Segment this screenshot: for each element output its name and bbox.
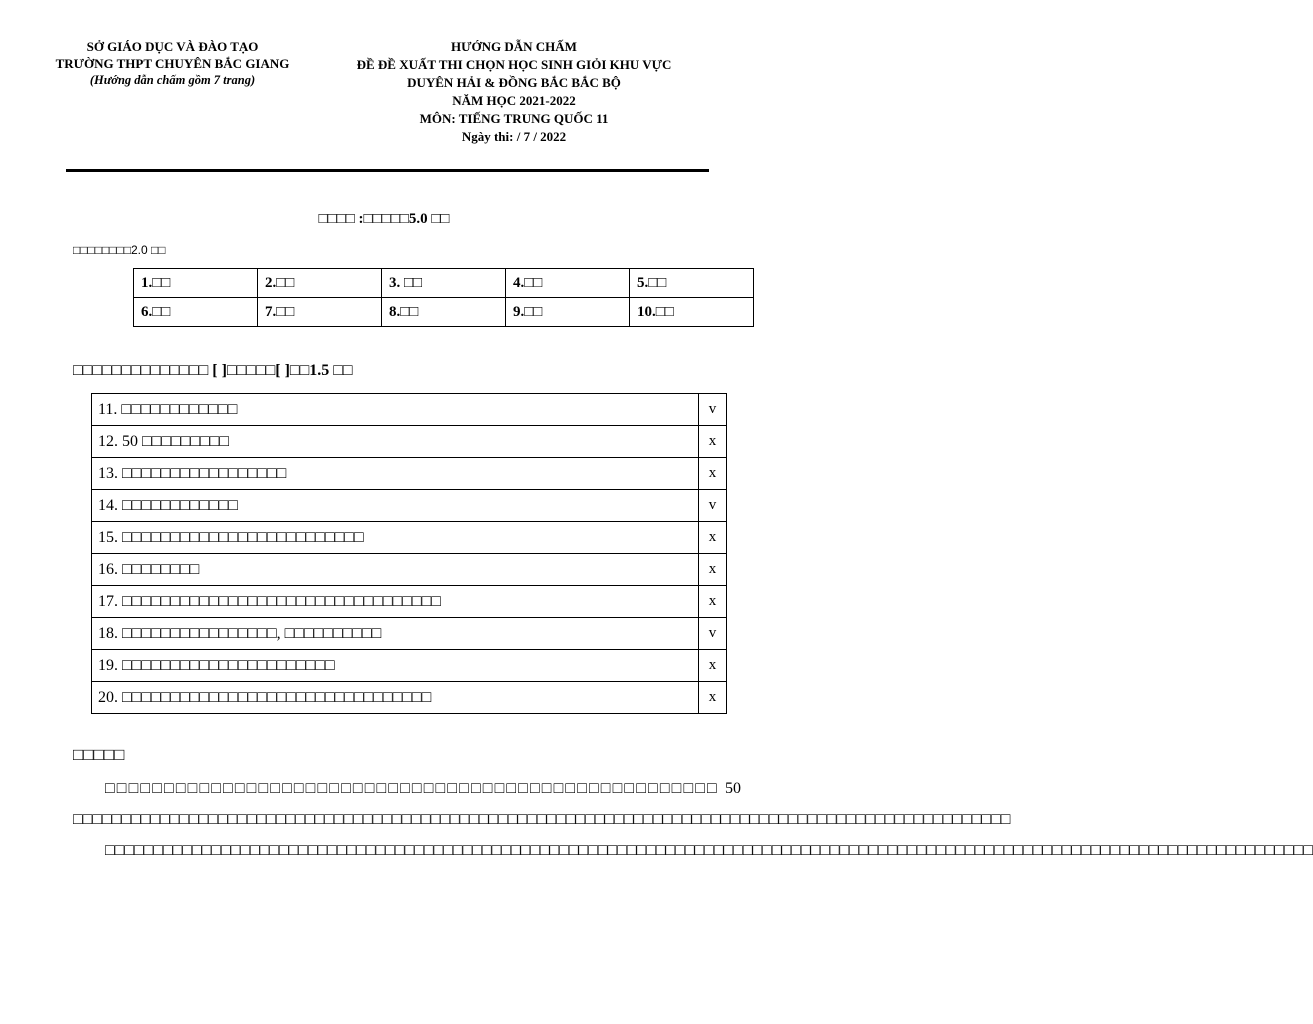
- mark-cell: v: [699, 490, 727, 522]
- table-row: [92, 394, 727, 426]
- table-row: [92, 426, 727, 458]
- answer-cell: 2.□□: [258, 269, 382, 298]
- answer-cell: 4.□□: [506, 269, 630, 298]
- part1-label: □□□□□□□□2.0 □□: [73, 243, 166, 257]
- answer-cell: 9.□□: [506, 298, 630, 327]
- header-left: [40, 38, 305, 89]
- table-row: [92, 490, 727, 522]
- answer-cell: 8.□□: [382, 298, 506, 327]
- table-row: [92, 650, 727, 682]
- mark-cell: x: [699, 458, 727, 490]
- statement-cell: 12. 50 □□□□□□□□□: [92, 426, 699, 458]
- exam-date: Ngày thi: / 7 / 2022: [461, 129, 567, 144]
- statement-cell: 19. □□□□□□□□□□□□□□□□□□□□□□: [92, 650, 699, 682]
- mark-cell: x: [699, 522, 727, 554]
- answer-cell: 5.□□: [630, 269, 754, 298]
- statement-cell: 20. □□□□□□□□□□□□□□□□□□□□□□□□□□□□□□□□: [92, 682, 699, 714]
- answer-cell: 7.□□: [258, 298, 382, 327]
- table-row: [92, 458, 727, 490]
- page-count-note: (Hướng dẫn chấm gồm 7 trang): [89, 73, 256, 87]
- table-row: [92, 586, 727, 618]
- header-right: [320, 38, 708, 146]
- statement-cell: 16. □□□□□□□□: [92, 554, 699, 586]
- exam-title: ĐỀ ĐỀ XUẤT THI CHỌN HỌC SINH GIỎI KHU VỰC: [356, 57, 672, 72]
- subject: MÔN: TIẾNG TRUNG QUỐC 11: [419, 111, 609, 126]
- answer-cell: 1.□□: [134, 269, 258, 298]
- statement-cell: 18. □□□□□□□□□□□□□□□□, □□□□□□□□□□: [92, 618, 699, 650]
- mark-cell: x: [699, 426, 727, 458]
- mark-cell: v: [699, 394, 727, 426]
- table-row: [92, 618, 727, 650]
- statement-cell: 11. □□□□□□□□□□□□: [92, 394, 699, 426]
- school-year: NĂM HỌC 2021-2022: [452, 93, 576, 108]
- table-row: [134, 298, 754, 327]
- table-row: [92, 554, 727, 586]
- table-row: [134, 269, 754, 298]
- table-row: [92, 682, 727, 714]
- answer-cell: 6.□□: [134, 298, 258, 327]
- statement-cell: 13. □□□□□□□□□□□□□□□□□: [92, 458, 699, 490]
- statement-cell: 14. □□□□□□□□□□□□: [92, 490, 699, 522]
- school-name: TRƯỜNG THPT CHUYÊN BẮC GIANG: [55, 56, 290, 71]
- statement-cell: 15. □□□□□□□□□□□□□□□□□□□□□□□□□: [92, 522, 699, 554]
- department-name: SỞ GIÁO DỤC VÀ ĐÀO TẠO: [86, 39, 259, 54]
- header-divider: [66, 169, 709, 172]
- answer-cell: 3. □□: [382, 269, 506, 298]
- reading-title: □□□□□: [73, 745, 125, 764]
- true-false-table: [91, 393, 727, 714]
- reading-paragraph: □□□□□□□□□□□□□□□□□□□□□□□□□□□□□□□□□□□□□□□□□□□□□□□□□□□□ 50 □□□□□□□□□□□□□□□□□□□□□□□□□□□□□□□□□□□□□□□□□□□□□□□□□□□□□□□□□□□□□□□□□□□□□□□□□□□□□□□□□□□□□□□□□□□□□□□□□: [73, 780, 1011, 828]
- mark-cell: x: [699, 682, 727, 714]
- answer-key-table: [133, 268, 754, 327]
- mark-cell: x: [699, 650, 727, 682]
- mark-cell: x: [699, 554, 727, 586]
- mark-cell: x: [699, 586, 727, 618]
- statement-cell: 17. □□□□□□□□□□□□□□□□□□□□□□□□□□□□□□□□□: [92, 586, 699, 618]
- doc-title: HƯỚNG DẪN CHẤM: [451, 39, 577, 54]
- mark-cell: v: [699, 618, 727, 650]
- region-title: DUYÊN HẢI & ĐỒNG BẮC BẮC BỘ: [407, 75, 621, 90]
- answer-cell: 10.□□: [630, 298, 754, 327]
- reading-paragraph: □□□□□□□□□□□□□□□□□□□□□□□□□□□□□□□□□□□□□□□□□□□□□□□□□□□□□□□□□□□□□□□□□□□□□□□□□□□□□□□□□□□□□□□□□□□□□□□□□□□□□□□□□□□□□□□□□□□□□□□□□□□□□: [105, 842, 1313, 859]
- reading-passage: [73, 773, 1313, 866]
- part2-label: □□□□□□□□□□□□□□ [ ]□□□□□[ ]□□1.5 □□: [73, 362, 353, 379]
- table-row: [92, 522, 727, 554]
- section-title: □□□□ :□□□□□5.0 □□: [318, 211, 450, 227]
